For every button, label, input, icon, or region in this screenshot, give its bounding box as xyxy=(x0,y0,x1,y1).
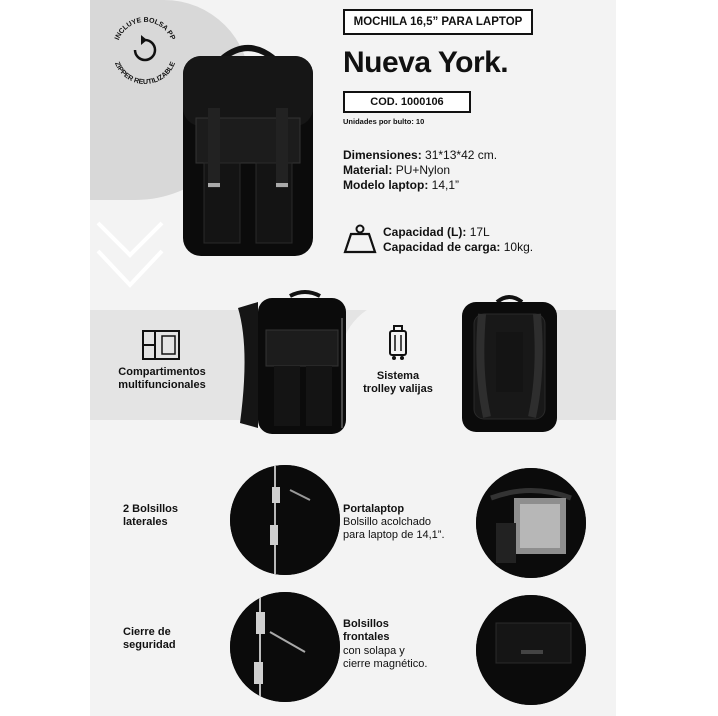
side-pockets-line2: laterales xyxy=(123,516,168,528)
product-code: COD. 1000106 xyxy=(343,91,471,113)
laptop-pocket-title: Portalaptop xyxy=(343,503,405,515)
security-lock-feature xyxy=(123,626,176,652)
security-lock-line2: seguridad xyxy=(123,639,176,651)
capacity-list xyxy=(383,225,533,255)
capacity-load-label: Capacidad de carga: xyxy=(383,240,501,254)
reuse-arrow-icon xyxy=(135,35,155,60)
front-pockets-desc-line2: cierre magnético. xyxy=(343,658,428,670)
trolley-line2: trolley valijas xyxy=(363,383,433,395)
product-type-label: MOCHILA 16,5” PARA LAPTOP xyxy=(343,9,533,35)
capacity-liters-label: Capacidad (L): xyxy=(383,225,467,239)
product-sheet xyxy=(90,0,616,716)
security-lock-line1: Cierre de xyxy=(123,626,171,638)
backpack-back-photo xyxy=(452,292,567,437)
side-pockets-line1: 2 Bolsillos xyxy=(123,503,179,515)
compartments-icon xyxy=(142,330,180,360)
laptop-compartment-photo xyxy=(476,468,586,578)
trolley-line1: Sistema xyxy=(376,370,420,382)
weight-icon xyxy=(343,224,377,254)
badge-bottom-text: ZIPPER REUTILIZABLE xyxy=(113,60,177,87)
luggage-icon xyxy=(388,325,408,361)
front-pockets-feature xyxy=(343,618,427,671)
laptop-pocket-desc-line2: para laptop de 14,1”. xyxy=(343,529,445,541)
compartments-feature xyxy=(108,366,216,392)
svg-text:INCLUYE BOLSA PP xyxy=(114,17,176,42)
units-per-bulk: Unidades por bulto: 10 xyxy=(343,117,425,126)
dimensions-label: Dimensiones: xyxy=(343,148,422,162)
laptop-pocket-feature xyxy=(343,503,445,542)
security-zipper-photo xyxy=(230,592,340,702)
front-pockets-photo xyxy=(476,595,586,705)
capacity-load-value: 10kg. xyxy=(503,240,534,254)
material-value: PU+Nylon xyxy=(395,163,451,177)
laptop-model-value: 14,1” xyxy=(431,178,460,192)
material-label: Material: xyxy=(343,163,393,177)
side-pockets-photo xyxy=(230,465,340,575)
backpack-front-photo xyxy=(168,38,328,268)
side-pockets-feature xyxy=(123,503,178,529)
badge-top-text: INCLUYE BOLSA PP xyxy=(114,16,176,42)
chevron-down-icon xyxy=(90,215,170,295)
backpack-side-photo xyxy=(230,288,355,438)
dimensions-value: 31*13*42 cm. xyxy=(425,148,498,162)
trolley-feature xyxy=(352,370,444,396)
compartments-line2: multifuncionales xyxy=(118,379,206,391)
capacity-liters-value: 17L xyxy=(469,225,490,239)
laptop-model-label: Modelo laptop: xyxy=(343,178,429,192)
compartments-line1: Compartimentos xyxy=(118,366,206,378)
specs-list xyxy=(343,148,497,193)
laptop-pocket-desc-line1: Bolsillo acolchado xyxy=(343,516,432,528)
product-name: Nueva York. xyxy=(343,46,509,79)
front-pockets-desc-line1: con solapa y xyxy=(343,645,405,657)
front-pockets-title-line2: frontales xyxy=(343,631,390,643)
front-pockets-title-line1: Bolsillos xyxy=(343,618,389,630)
